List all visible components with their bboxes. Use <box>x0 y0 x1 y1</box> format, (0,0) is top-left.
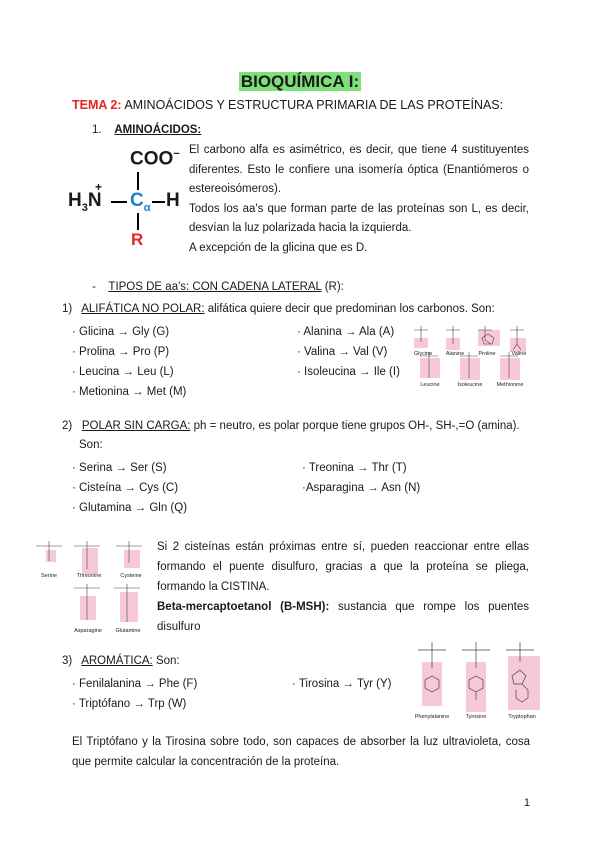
tema-text: AMINOÁCIDOS Y ESTRUCTURA PRIMARIA DE LAS PROTEÍNAS: <box>121 98 504 112</box>
caption: Glutamine <box>115 628 141 634</box>
caption: Glycine <box>413 351 433 357</box>
formula-bond-top <box>137 172 139 190</box>
caption: Threonine <box>76 573 102 579</box>
list-item: · Valina → Val (V) <box>297 346 388 358</box>
amino-acid-formula <box>68 148 188 248</box>
aromatica-heading: 3) AROMÁTICA: Son: <box>62 655 180 667</box>
caption: Tryptophan <box>508 714 536 720</box>
formula-r: R <box>131 230 144 249</box>
formula-coo: COO− <box>130 148 180 170</box>
caption: Leucine <box>420 382 440 388</box>
molecule-sketches-bottom <box>30 582 152 626</box>
caption: Tyrosine <box>465 714 487 720</box>
list-item: · Glutamina → Gln (Q) <box>72 502 188 514</box>
list-item: · Fenilalanina → Phe (F) <box>72 678 198 690</box>
molecule-sketches-top <box>30 538 152 574</box>
caption: Proline <box>478 351 496 357</box>
polar-heading: 2) POLAR SIN CARGA: ph = neutro, es polar porque tiene grupos OH-, SH-,=O (amina). <box>62 420 520 432</box>
page-number: 1 <box>523 797 530 809</box>
caption: Methionine <box>496 382 524 388</box>
caption: Valine <box>511 351 527 357</box>
aromatica-paragraph: El Triptófano y la Tirosina sobre todo, son capaces de absorber la luz ultravioleta, cosa que permite calcular la concentración de la proteína. <box>72 736 530 768</box>
list-item: ·Asparagina → Asn (N) <box>302 482 421 494</box>
caption: Asparagine <box>74 628 102 634</box>
aromatica-structures <box>410 636 545 722</box>
list-item: · Serina → Ser (S) <box>72 462 167 474</box>
tema-label: TEMA 2: <box>72 98 122 112</box>
formula-bond-bottom <box>137 213 139 230</box>
paragraph: Si 2 cisteínas están próximas entre sí, pueden reaccionar entre ellas formando el puente disulfuro, gracias a que la proteína se pliega, formando la CISTINA. <box>157 541 529 593</box>
molecule-sketches-bottom <box>410 350 540 384</box>
list-item: · Glicina → Gly (G) <box>72 326 170 338</box>
alifatica-heading: 1) ALIFÁTICA NO POLAR: alifática quiere decir que predominan los carbonos. Son: <box>62 303 495 315</box>
list-item: · Leucina → Leu (L) <box>72 366 174 378</box>
paragraph: Beta-mercaptoetanol (B-MSH): sustancia que rompe los puentes disulfuro <box>157 601 530 633</box>
list-item: · Treonina → Thr (T) <box>302 462 407 474</box>
list-item: · Metionina → Met (M) <box>72 386 187 398</box>
alifatica-list-left <box>72 322 186 402</box>
section-1-text <box>189 141 529 258</box>
caption: Phenylalanine <box>414 714 450 720</box>
paragraph: A excepción de la glicina que es D. <box>189 241 368 254</box>
polar-explanation <box>157 537 529 637</box>
alifatica-list-right <box>297 322 400 382</box>
polar-list-left <box>72 458 187 518</box>
alifatica-structures <box>410 320 540 388</box>
list-item: · Isoleucina → Ile (I) <box>297 366 400 378</box>
page-title: BIOQUÍMICA I: <box>240 72 360 91</box>
caption: Alanine <box>445 351 465 357</box>
formula-plus: + <box>95 180 103 194</box>
paragraph: Todos los aa's que forman parte de las proteínas son L, es decir, desvían la luz polarizada hacia la izquierda. <box>189 202 529 234</box>
polar-structures <box>30 538 152 638</box>
aromatica-list-right <box>292 674 391 694</box>
list-item: · Prolina → Pro (P) <box>72 346 170 358</box>
formula-bond-left <box>111 201 127 203</box>
formula-h3n: $H_3N$ <box>68 190 102 214</box>
formula-calpha: $C_\alpha$ <box>130 190 151 214</box>
tipos-heading: - TIPOS DE aa's: CON CADENA LATERAL (R): <box>92 281 344 293</box>
polar-son: Son: <box>79 439 103 451</box>
list-item: · Cisteína → Cys (C) <box>72 482 179 494</box>
section-1-heading: 1. AMINOÁCIDOS: <box>92 124 202 136</box>
polar-list-right <box>302 458 420 498</box>
formula-bond-right <box>152 201 165 203</box>
formula-h: H <box>166 190 180 211</box>
aromatica-list-left <box>72 674 197 714</box>
tema-heading <box>72 98 503 112</box>
caption: Serine <box>41 573 57 579</box>
molecule-sketches <box>410 636 545 714</box>
caption: Isoleucine <box>457 382 483 388</box>
caption: Cysteine <box>120 573 142 579</box>
list-item: · Alanina → Ala (A) <box>297 326 395 338</box>
list-item: · Triptófano → Trp (W) <box>72 698 187 710</box>
list-item: · Tirosina → Tyr (Y) <box>292 678 392 690</box>
paragraph: El carbono alfa es asimétrico, es decir, que tiene 4 sustituyentes diferentes. Esto le confiere una isomería óptica (Enantiómeros o estereoisómeros). <box>189 144 529 195</box>
